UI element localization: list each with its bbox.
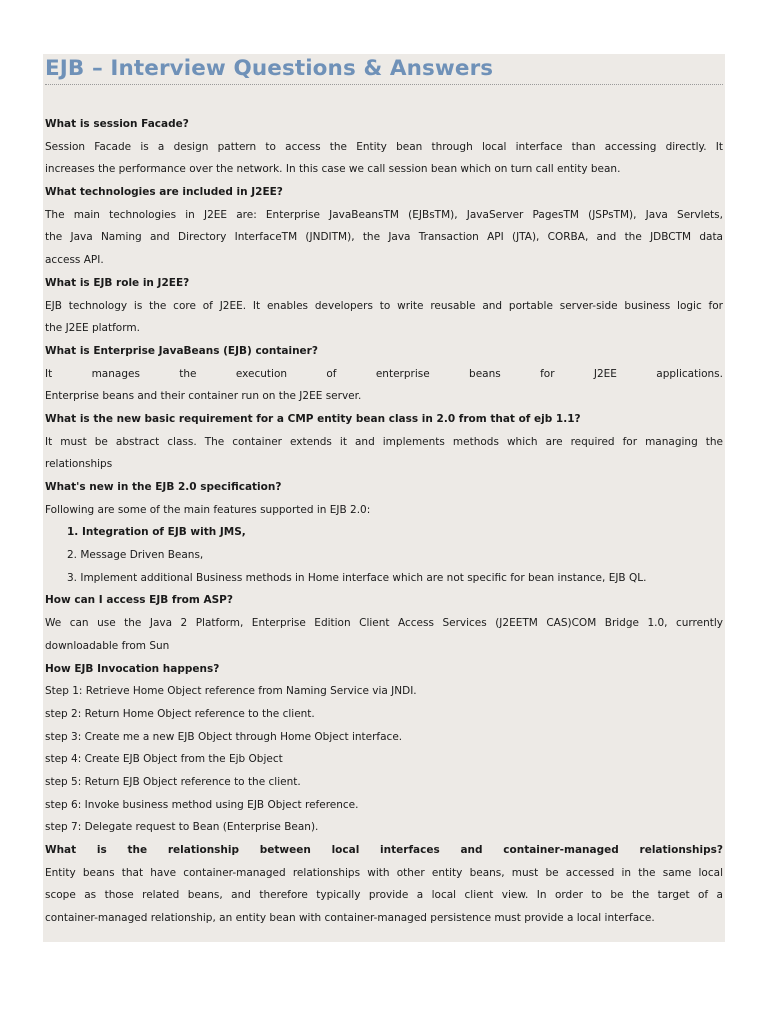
text-line: the J2EE platform. (45, 322, 140, 335)
question-line: What is the relationship between local interfaces and container-managed relationships? (45, 844, 723, 856)
text-line: Enterprise beans and their container run on the J2EE server. (45, 390, 362, 403)
text-line: increases the performance over the network. In this case we call session bean which on turn call entity bean. (45, 163, 621, 176)
text-line: downloadable from Sun (45, 639, 170, 652)
title-divider (45, 84, 723, 85)
text-line: It must be abstract class. The container extends it and implements methods which are required for managing the (45, 435, 723, 448)
text-line: scope as those related beans, and therefore typically provide a local client view. In order to be the target of a (45, 889, 723, 902)
text-line: EJB technology is the core of J2EE. It enables developers to write reusable and portable server-side business logic for (45, 299, 723, 312)
text-line: 3. Implement additional Business methods in Home interface which are not specific for bean instance, EJB QL. (67, 571, 647, 584)
question-line: What is the new basic requirement for a CMP entity bean class in 2.0 from that of ejb 1.1? (45, 412, 581, 425)
question-line: How can I access EJB from ASP? (45, 594, 233, 607)
question-line: What is session Facade? (45, 118, 189, 130)
text-line: We can use the Java 2 Platform, Enterprise Edition Client Access Services (J2EETM CAS)COM Bridge 1.0, currently (45, 617, 723, 630)
question-line: What's new in the EJB 2.0 specification? (45, 481, 282, 493)
text-line: step 5: Return EJB Object reference to the client. (45, 775, 301, 788)
text-line: Entity beans that have container-managed relationships with other entity beans, must be accessed in the same local (45, 866, 723, 879)
text-line: Following are some of the main features supported in EJB 2.0: (45, 503, 371, 516)
document-body (45, 113, 723, 930)
text-line: the Java Naming and Directory InterfaceTM (JNDITM), the Java Transaction API (JTA), CORBA, and the JDBCTM data (45, 231, 723, 244)
text-line: step 2: Return Home Object reference to the client. (45, 707, 315, 720)
text-line: step 4: Create EJB Object from the Ejb Object (45, 753, 283, 766)
question-line: How EJB Invocation happens? (45, 662, 220, 675)
question-line: What is EJB role in J2EE? (45, 276, 190, 289)
text-line: It manages the execution of enterprise beans for J2EE applications. (45, 367, 723, 380)
question-line: 1. Integration of EJB with JMS, (67, 526, 246, 539)
document-page (43, 54, 725, 942)
text-line: step 7: Delegate request to Bean (Enterprise Bean). (45, 821, 319, 834)
text-line: access API. (45, 254, 104, 267)
text-line: Session Facade is a design pattern to access the Entity bean through local interface than accessing directly. It (45, 140, 723, 153)
page-title: EJB – Interview Questions & Answers (45, 56, 494, 81)
text-line: Step 1: Retrieve Home Object reference from Naming Service via JNDI. (45, 685, 417, 698)
question-line: What technologies are included in J2EE? (45, 186, 283, 199)
text-line: step 6: Invoke business method using EJB Object reference. (45, 798, 359, 811)
text-line: step 3: Create me a new EJB Object through Home Object interface. (45, 730, 403, 743)
text-line: 2. Message Driven Beans, (67, 549, 204, 562)
question-line: What is Enterprise JavaBeans (EJB) container? (45, 344, 318, 357)
text-line: relationships (45, 458, 113, 471)
text-line: The main technologies in J2EE are: Enterprise JavaBeansTM (EJBsTM), JavaServer PagesTM (JSPsTM), Java Servlets, (45, 208, 723, 221)
text-line: container-managed relationship, an entity bean with container-managed persistence must provide a local interface. (45, 912, 655, 925)
